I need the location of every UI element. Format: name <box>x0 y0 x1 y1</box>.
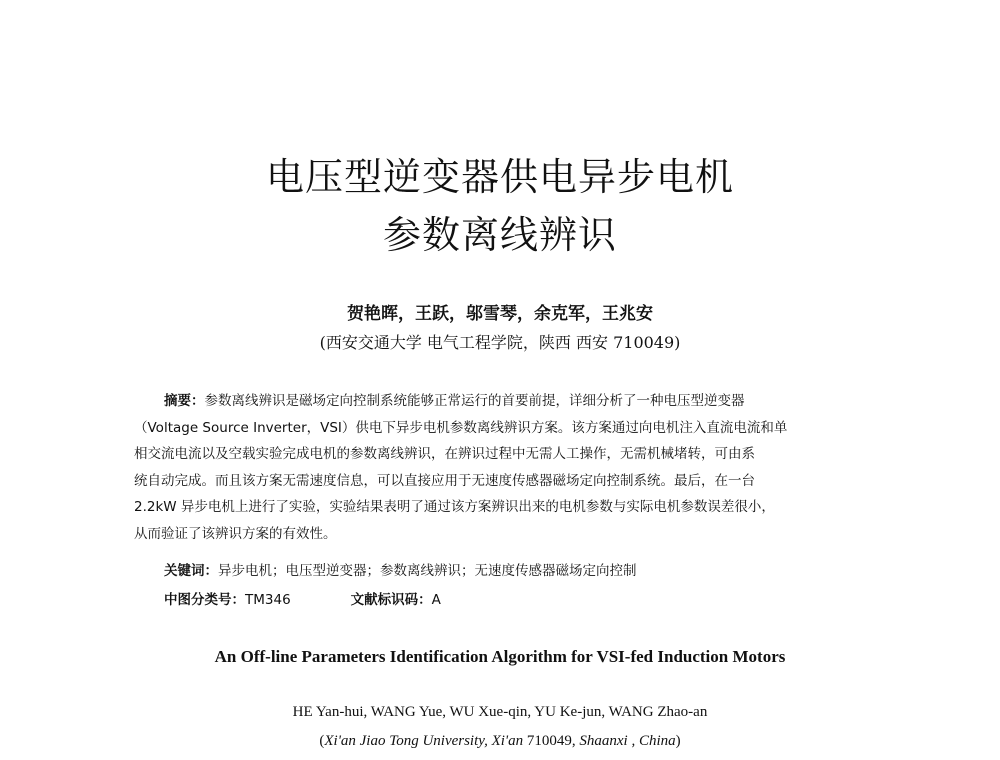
abstract-line: 相交流电流以及空载实验完成电机的参数离线辨识，在辨识过程中无需人工操作，无需机械堵转，可由系 <box>134 446 755 462</box>
abstract-label: 摘要： <box>164 393 205 409</box>
english-title: An Off-line Parameters Identification Algorithm for VSI-fed Induction Motors <box>214 647 786 666</box>
author-list: 贺艳晖，王跃，邬雪琴，余克军，王兆安 <box>347 304 653 324</box>
abstract-line: 从而验证了该辨识方案的有效性。 <box>134 525 337 542</box>
keywords-label: 关键词： <box>164 563 218 579</box>
affil-close-paren: ) <box>675 733 681 749</box>
doc-code-label: 文献标识码： <box>350 592 432 608</box>
paper-title-line1: 电压型逆变器供电异步电机 <box>265 155 734 199</box>
abstract-text: 参数离线辨识是磁场定向控制系统能够正常运行的首要前提，详细分析了一种电压型逆变器 <box>204 393 745 409</box>
english-authors: HE Yan-hui, WANG Yue, WU Xue-qin, YU Ke-jun, WANG Zhao-an <box>292 704 708 720</box>
paper-title-line2: 参数离线辨识 <box>382 213 617 257</box>
classification <box>164 588 441 608</box>
abstract-line: 2.2kW 异步电机上进行了实验，实验结果表明了通过该方案辨识出来的电机参数与实际电机参数误差很小， <box>134 499 775 515</box>
abstract-line: （Voltage Source Inverter，VSI）供电下异步电机参数离线辨识方案。该方案通过向电机注入直流电流和单 <box>134 419 788 436</box>
keywords <box>164 559 637 579</box>
affil-province: Shaanxi , China <box>579 733 676 749</box>
affil-university: Xi'an Jiao Tong University, Xi'an <box>324 733 524 749</box>
english-affiliation <box>0 733 1000 750</box>
clc-label: 中图分类号： <box>164 592 245 608</box>
doc-code-value: A <box>431 592 441 608</box>
clc-value: TM346 <box>245 592 291 608</box>
keywords-text: 异步电机；电压型逆变器；参数离线辨识；无速度传感器磁场定向控制 <box>218 563 637 579</box>
abstract-line <box>134 388 874 415</box>
abstract-line: 统自动完成。而且该方案无需速度信息，可以直接应用于无速度传感器磁场定向控制系统。最后，在一台 <box>134 472 755 489</box>
affiliation: (西安交通大学 电气工程学院，陕西 西安 710049) <box>319 333 681 352</box>
affil-open-paren: ( <box>319 733 325 749</box>
abstract <box>134 388 874 547</box>
affil-postcode: 710049, <box>523 733 580 749</box>
